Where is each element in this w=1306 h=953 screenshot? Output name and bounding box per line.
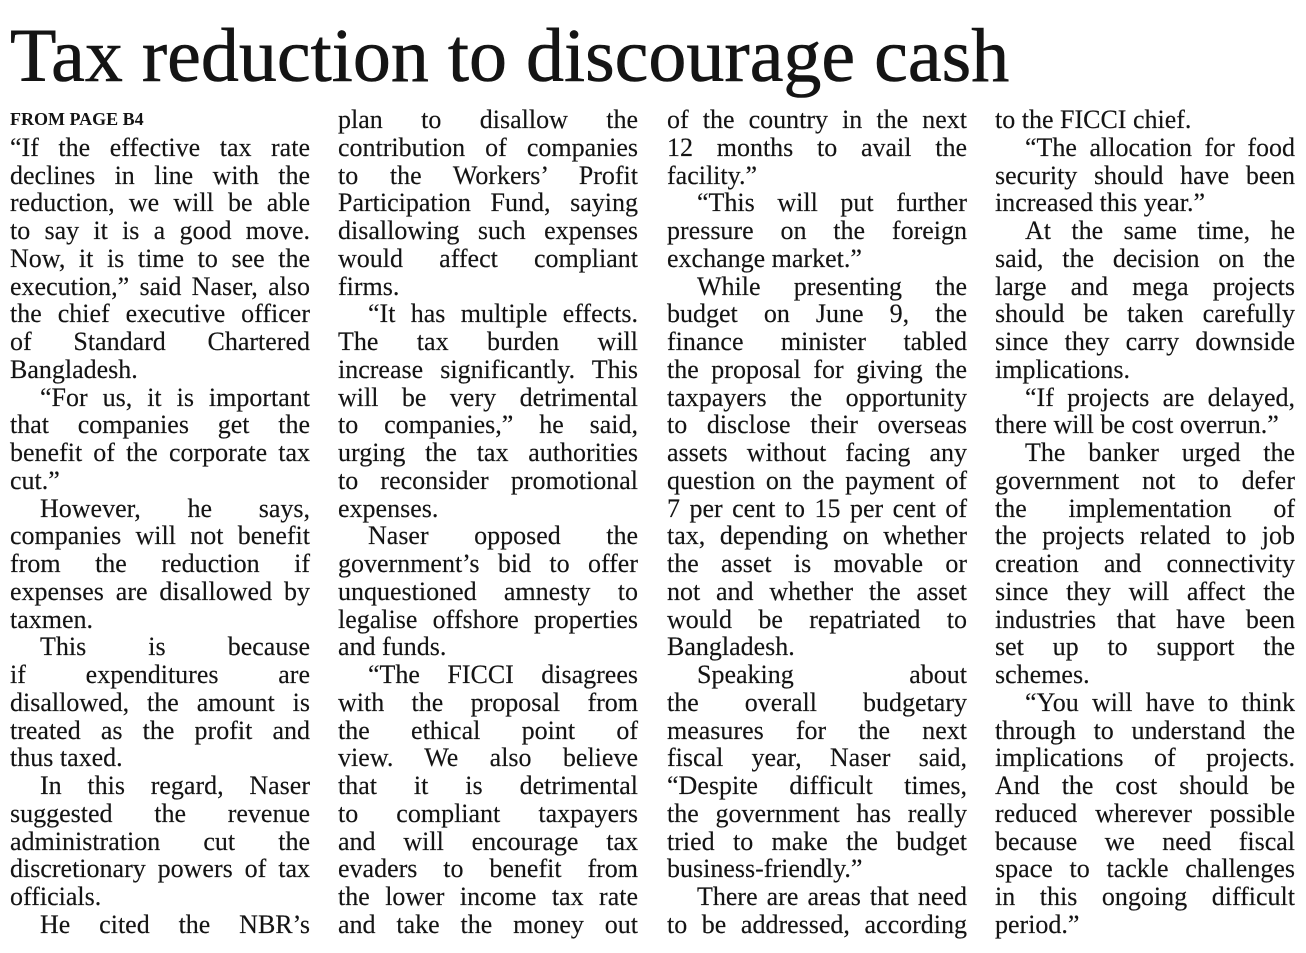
text-line: from the reduction if [10, 549, 310, 578]
text-line: “This will put further [697, 188, 967, 218]
text-line: to the FICCI chief. [995, 105, 1192, 134]
text-line: the implementation of [995, 493, 1295, 523]
text-line: suggested the revenue [10, 798, 310, 828]
paragraph [995, 384, 1295, 440]
paragraph [10, 772, 310, 911]
paragraph [338, 300, 638, 522]
paragraph [667, 883, 967, 939]
text-line: that companies get the [10, 410, 310, 440]
text-line: security should have been [995, 160, 1295, 190]
paragraph [10, 495, 310, 634]
text-line: At the same time, he [1025, 216, 1295, 245]
text-line: “Despite difficult times, [667, 771, 967, 800]
text-line: evaders to benefit from [338, 854, 638, 884]
text-line: of the country in the next [667, 105, 967, 134]
paragraph [338, 661, 638, 939]
text-line: “It has multiple effects. [368, 299, 638, 329]
text-line: taxmen. [10, 604, 94, 634]
text-line: and take the money out [338, 909, 638, 939]
text-line: However, he says, [40, 493, 310, 523]
text-line: large and mega projects [995, 271, 1295, 301]
article-column-2 [338, 106, 638, 939]
text-line: The banker urged the [1025, 438, 1295, 467]
paragraph [667, 661, 967, 883]
text-line: government’s bid to offer [338, 549, 638, 578]
text-line: in this ongoing difficult [995, 882, 1295, 911]
text-line: firms. [338, 271, 400, 301]
text-line: unquestioned amnesty to [338, 576, 638, 606]
text-line: exchange market.” [667, 243, 862, 273]
paragraph [10, 633, 310, 772]
text-line: to companies,” he said, [338, 410, 638, 440]
text-line: would be repatriated to [667, 604, 967, 634]
text-line: “The FICCI disagrees [368, 660, 638, 689]
text-line: to disclose their overseas [667, 410, 967, 440]
text-line: In this regard, Naser [40, 771, 310, 800]
text-line: not and whether the asset [667, 576, 967, 606]
text-line: the ethical point of [338, 715, 638, 745]
text-line: plan to disallow the [338, 105, 638, 134]
text-line: and will encourage tax [338, 826, 638, 856]
text-line: expenses. [338, 493, 439, 523]
text-line: Participation Fund, saying [338, 188, 638, 218]
text-line: measures for the next [667, 715, 967, 745]
text-line: finance minister tabled [667, 327, 967, 356]
text-line: to say it is a good move. [10, 216, 310, 245]
text-line: pressure on the foreign [667, 216, 967, 245]
text-line: execution,” said Naser, also [10, 271, 310, 301]
text-line: that it is detrimental [338, 771, 638, 800]
paragraph [667, 273, 967, 662]
text-line: contribution of companies [338, 132, 638, 162]
text-line: Now, it is time to see the [10, 243, 310, 273]
text-line: “The allocation for food [1025, 132, 1295, 162]
text-line: Bangladesh. [10, 354, 138, 384]
text-line: officials. [10, 882, 102, 911]
text-line: said, the decision on the [995, 243, 1295, 273]
paragraph [667, 189, 967, 272]
text-line: This is because [40, 632, 310, 662]
text-line: tried to make the budget [667, 826, 967, 856]
paragraph [10, 134, 310, 384]
text-line: the overall budgetary [667, 687, 967, 717]
paragraph [995, 439, 1295, 689]
text-line: Speaking about [697, 660, 967, 689]
text-line: increase significantly. This [338, 354, 638, 384]
text-line: set up to support the [995, 632, 1295, 662]
paragraph [995, 134, 1295, 217]
text-line: since they carry downside [995, 327, 1295, 356]
text-line: if expenditures are [10, 660, 310, 689]
text-line: And the cost should be [995, 771, 1295, 800]
text-line: legalise offshore properties [338, 604, 638, 634]
paragraph [338, 522, 638, 661]
text-line: administration cut the [10, 826, 310, 856]
text-line: The tax burden will [338, 327, 638, 356]
paragraph [10, 911, 310, 939]
text-line: tax, depending on whether [667, 521, 967, 551]
text-line: He cited the NBR’s [40, 909, 310, 939]
text-line: assets without facing any [667, 438, 967, 467]
text-line: with the proposal from [338, 687, 638, 717]
text-line: because we need fiscal [995, 826, 1295, 856]
text-line: space to tackle challenges [995, 854, 1295, 884]
text-line: industries that have been [995, 604, 1295, 634]
text-line: period.” [995, 909, 1080, 939]
text-line: would affect compliant [338, 243, 638, 273]
text-line: cut.” [10, 465, 60, 495]
article-headline: Tax reduction to discourage cash [10, 14, 1010, 98]
text-line: business-friendly.” [667, 854, 863, 884]
text-line: reduction, we will be able [10, 188, 310, 218]
text-line: government not to defer [995, 465, 1295, 495]
paragraph [667, 106, 967, 189]
paragraph [10, 384, 310, 495]
paragraph [995, 106, 1295, 134]
text-line: the government has really [667, 798, 967, 828]
text-line: implications. [995, 354, 1131, 384]
text-line: disallowing such expenses [338, 216, 638, 245]
text-line: increased this year.” [995, 188, 1206, 218]
text-line: to compliant taxpayers [338, 798, 638, 828]
text-line: discretionary powers of tax [10, 854, 310, 884]
text-line: there will be cost overrun.” [995, 410, 1279, 440]
text-line: thus taxed. [10, 743, 123, 773]
text-line: declines in line with the [10, 160, 310, 190]
text-line: will be very detrimental [338, 382, 638, 412]
text-line: view. We also believe [338, 743, 638, 773]
text-line: facility.” [667, 160, 757, 190]
paragraph [995, 217, 1295, 384]
text-line: disallowed, the amount is [10, 687, 310, 717]
text-line: the lower income tax rate [338, 882, 638, 911]
text-line: to reconsider promotional [338, 465, 638, 495]
text-line: to be addressed, according [667, 909, 967, 939]
text-line: question on the payment of [667, 465, 967, 495]
text-line: benefit of the corporate tax [10, 438, 310, 467]
text-line: companies will not benefit [10, 521, 310, 551]
text-line: the asset is movable or [667, 549, 967, 578]
text-line: 12 months to avail the [667, 132, 967, 162]
text-line: fiscal year, Naser said, [667, 743, 967, 773]
text-line: There are areas that need [697, 882, 967, 911]
text-line: Naser opposed the [368, 521, 638, 551]
text-line: treated as the profit and [10, 715, 310, 745]
text-line: budget on June 9, the [667, 299, 967, 329]
text-line: implications of projects. [995, 743, 1295, 773]
text-line: “If the effective tax rate [10, 132, 310, 162]
text-line: reduced wherever possible [995, 798, 1295, 828]
text-line: and funds. [338, 632, 447, 662]
text-line: of Standard Chartered [10, 327, 310, 356]
text-line: urging the tax authorities [338, 438, 638, 467]
text-line: “If projects are delayed, [1025, 382, 1295, 412]
article-column-1 [10, 106, 310, 939]
text-line: since they will affect the [995, 576, 1295, 606]
text-line: the proposal for giving the [667, 354, 967, 384]
article-column-4 [995, 106, 1295, 939]
paragraph [338, 106, 638, 300]
text-line: schemes. [995, 660, 1090, 689]
text-line: While presenting the [697, 271, 967, 301]
paragraph [995, 689, 1295, 939]
jump-label: FROM PAGE B4 [10, 109, 144, 129]
text-line: should be taken carefully [995, 299, 1295, 329]
text-line: 7 per cent to 15 per cent of [667, 493, 967, 523]
article-column-3 [667, 106, 967, 939]
text-line: creation and connectivity [995, 549, 1295, 578]
text-line: taxpayers the opportunity [667, 382, 967, 412]
text-line: “For us, it is important [40, 382, 310, 412]
text-line: the chief executive officer [10, 299, 310, 329]
text-line: expenses are disallowed by [10, 576, 310, 606]
text-line: Bangladesh. [667, 632, 795, 662]
text-line: “You will have to think [1025, 687, 1295, 717]
text-line: the projects related to job [995, 521, 1295, 551]
text-line: to the Workers’ Profit [338, 160, 638, 190]
text-line: through to understand the [995, 715, 1295, 745]
